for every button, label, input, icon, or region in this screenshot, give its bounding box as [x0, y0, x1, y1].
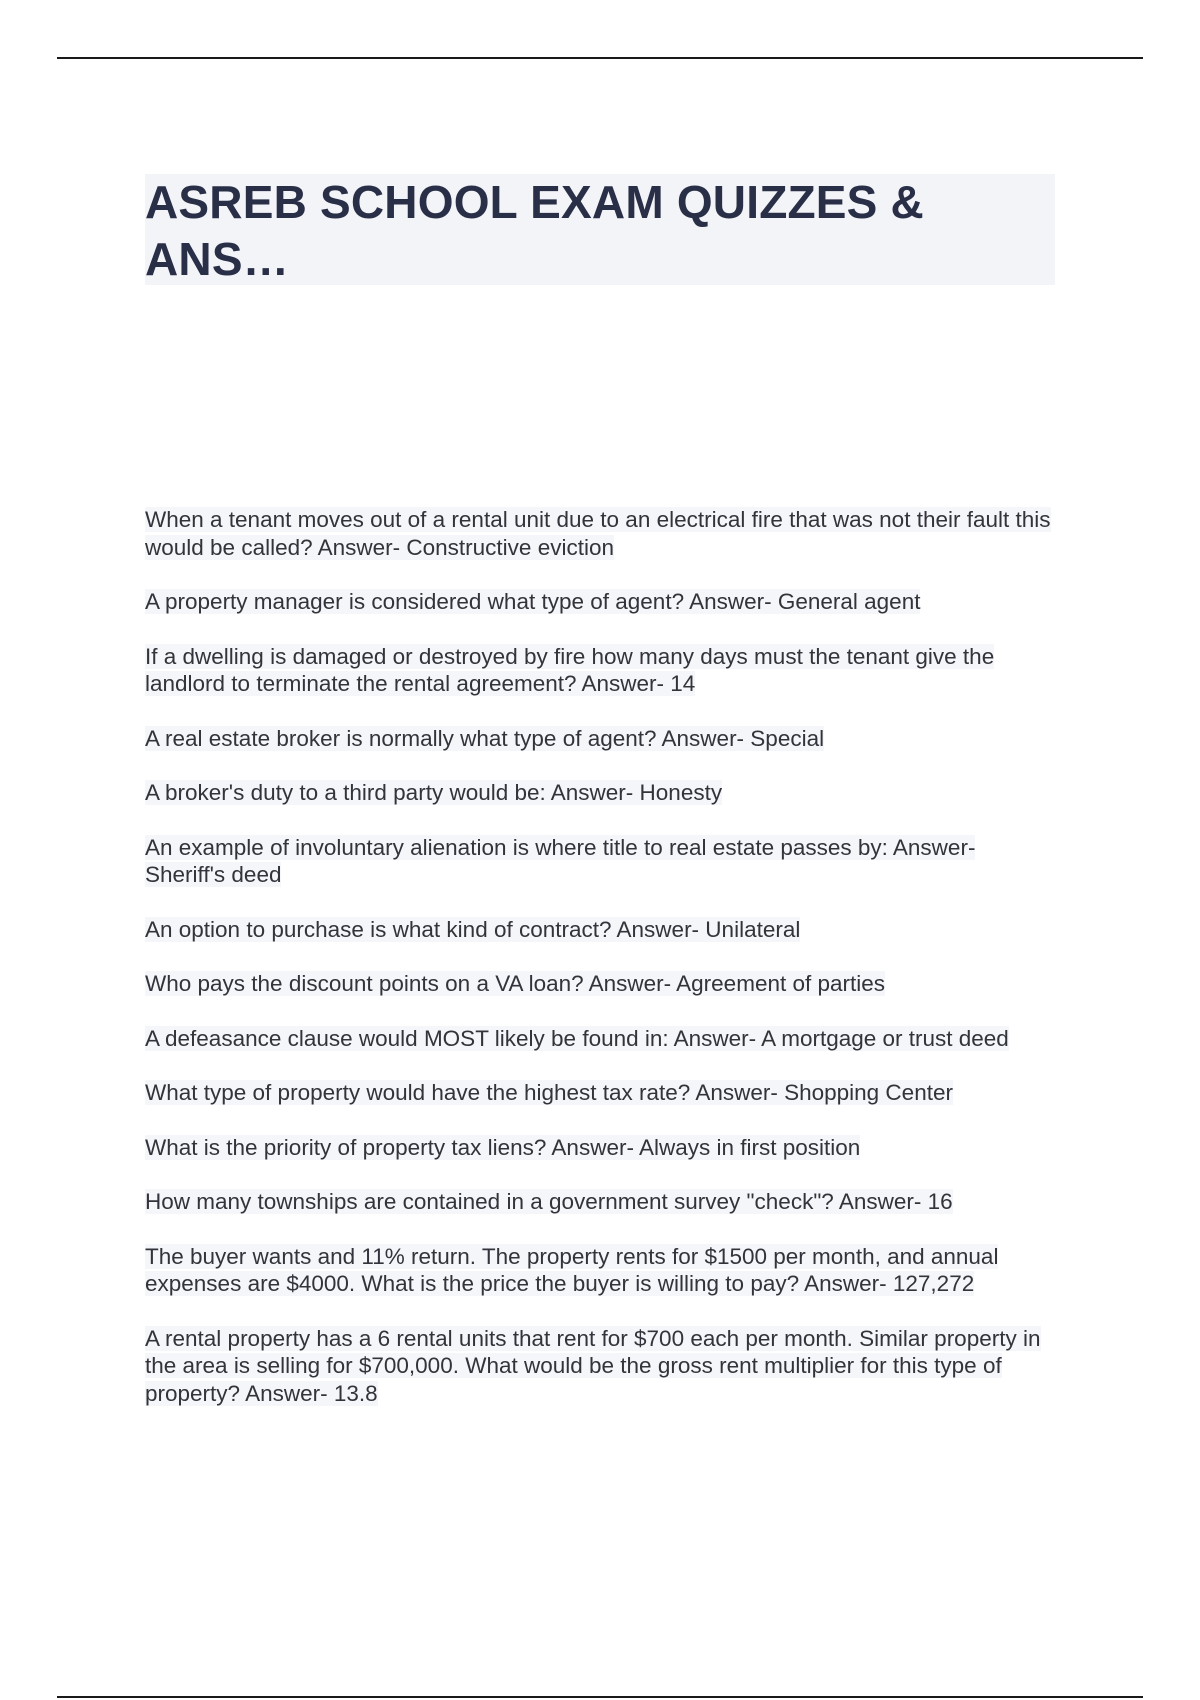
top-rule: [57, 57, 1143, 59]
qa-item: [145, 1188, 1060, 1216]
qa-item: [145, 779, 1060, 807]
qa-text: A broker's duty to a third party would be: Answer- Honesty: [145, 780, 723, 805]
qa-text: An example of involuntary alienation is where title to real estate passes by: Answer- Sheriff's deed: [145, 834, 976, 887]
qa-item: [145, 1134, 1060, 1162]
qa-text: A real estate broker is normally what type of agent? Answer- Special: [145, 725, 825, 751]
qa-text: What type of property would have the highest tax rate? Answer- Shopping Center: [145, 1080, 953, 1105]
qa-text: A rental property has a 6 rental units that rent for $700 each per month. Similar property in the area is selling for $700,000. What would be the gross rent multiplier for this type of property? Answer- 13.8: [145, 1325, 1041, 1406]
qa-list: [145, 506, 1060, 1434]
qa-item: [145, 834, 1060, 889]
qa-text: The buyer wants and 11% return. The property rents for $1500 per month, and annual expenses are $4000. What is the price the buyer is willing to pay? Answer- 127,272: [145, 1243, 999, 1296]
qa-text: If a dwelling is damaged or destroyed by fire how many days must the tenant give the landlord to terminate the rental agreement? Answer- 14: [145, 643, 995, 696]
qa-item: [145, 588, 1060, 616]
qa-text: An option to purchase is what kind of contract? Answer- Unilateral: [145, 916, 801, 942]
qa-text: A defeasance clause would MOST likely be found in: Answer- A mortgage or trust deed: [145, 1025, 1009, 1051]
title-banner: [145, 174, 1055, 285]
qa-text: A property manager is considered what type of agent? Answer- General agent: [145, 589, 921, 614]
qa-item: [145, 506, 1060, 561]
bottom-rule: [57, 1696, 1143, 1698]
qa-item: [145, 1079, 1060, 1107]
qa-item: [145, 916, 1060, 944]
qa-item: [145, 1243, 1060, 1298]
document-title: ASREB SCHOOL EXAM QUIZZES & ANS…: [145, 176, 924, 285]
qa-text: When a tenant moves out of a rental unit due to an electrical fire that was not their fault this would be called? Answer- Constructive eviction: [145, 507, 1051, 560]
qa-item: [145, 970, 1060, 998]
qa-text: Who pays the discount points on a VA loan? Answer- Agreement of parties: [145, 971, 886, 996]
qa-text: How many townships are contained in a government survey "check"? Answer- 16: [145, 1189, 953, 1214]
qa-item: [145, 1325, 1060, 1408]
qa-item: [145, 1025, 1060, 1053]
qa-item: [145, 643, 1060, 698]
qa-text: What is the priority of property tax liens? Answer- Always in first position: [145, 1134, 861, 1160]
qa-item: [145, 725, 1060, 753]
